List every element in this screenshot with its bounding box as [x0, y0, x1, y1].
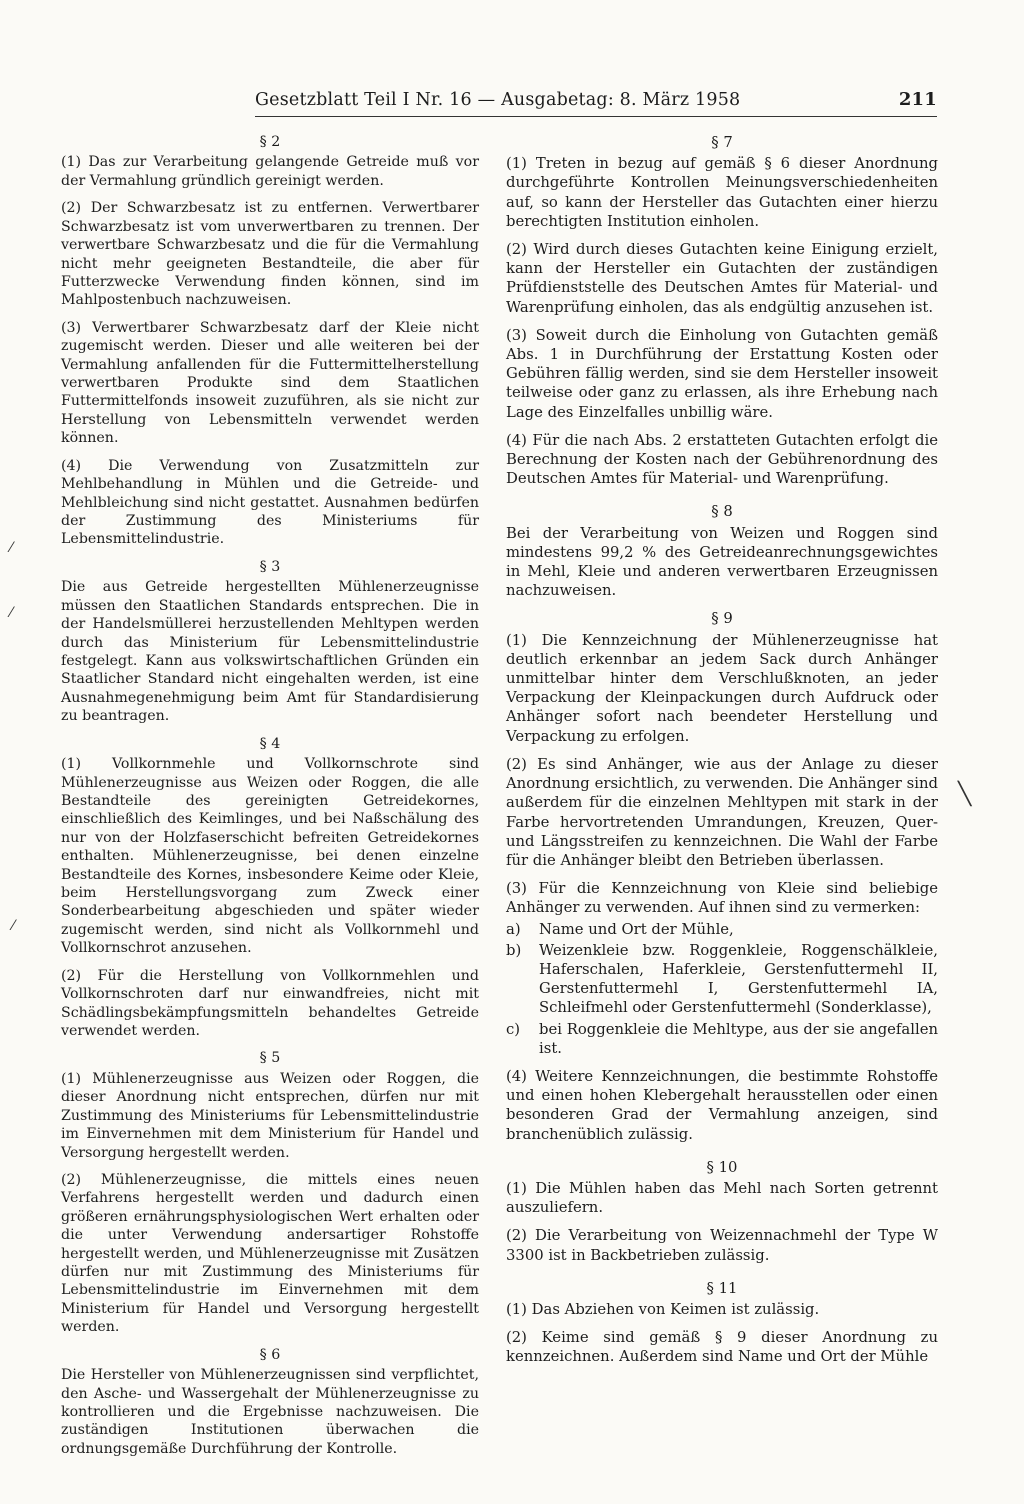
section-heading: § 11	[706, 1279, 738, 1297]
header-title: Gesetzblatt Teil I Nr. 16 — Ausgabetag: 8. März 1958	[255, 90, 741, 110]
margin-mark: ╲	[958, 782, 972, 807]
list-item	[506, 941, 938, 1018]
list-item-text: bei Roggenkleie die Mehltype, aus der sie angefallen ist.	[539, 1020, 938, 1057]
paragraph: (1) Die Mühlen haben das Mehl nach Sorten getrennt auszuliefern.	[506, 1179, 938, 1217]
section-heading: § 6	[259, 1346, 281, 1363]
paragraph: (2) Die Verarbeitung von Weizennachmehl der Type W 3300 ist in Backbetrieben zulässig.	[506, 1227, 938, 1264]
paragraph: (4) Die Verwendung von Zusatzmitteln zur Mehlbehandlung in Mühlen und die Getreide- und Mehlbleichung sind nicht gestattet. Ausnahmen bedürfen der Zustimmung des Ministeriums für Lebensmittelindustrie.	[61, 457, 479, 548]
paragraph: Bei der Verarbeitung von Weizen und Roggen sind mindestens 99,2 % des Getreideanrechnungsgewichtes in Mehl, Kleie und anderen verwertbaren Erzeugnissen nachzuweisen.	[506, 524, 938, 600]
page-number: 211	[898, 89, 937, 110]
paragraph: (2) Der Schwarzbesatz ist zu entfernen. Verwertbarer Schwarzbesatz ist vom unverwertbaren zu trennen. Der verwertbare Schwarzbesatz und die für die Vermahlung nicht mehr geeigneten Bestandteile, die aber für Futterzwecke Verwendung finden können, sind im Mahlpostenbuch nachzuweisen.	[61, 200, 479, 309]
paragraph: (2) Keime sind gemäß § 9 dieser Anordnung zu kennzeichnen. Außerdem sind Name und Ort der Mühle	[506, 1329, 938, 1366]
paragraph: (1) Die Kennzeichnung der Mühlenerzeugnisse hat deutlich erkennbar an jedem Sack durch Anhänger unmittelbar hinter dem Verschlußknoten, an jeder Verpackung der Kleinpackungen durch Aufdruck oder Anhänger sofort nach beendeter Herstellung und Verpackung zu erfolgen.	[506, 631, 938, 745]
list-item-label: c)	[506, 1020, 521, 1038]
margin-mark: ⁄	[12, 918, 15, 934]
list-item	[506, 1020, 938, 1058]
margin-mark: ⁄	[10, 605, 13, 621]
section-heading: § 4	[259, 735, 281, 752]
list-item-label: b)	[506, 941, 522, 959]
paragraph: (2) Es sind Anhänger, wie aus der Anlage zu dieser Anordnung ersichtlich, zu verwenden. Die Anhänger sind außerdem für die einzelnen Mehltypen mit stark in der Farbe hervortretenden Umrandungen, Kreuzen, Quer- und Längsstreifen zu kennzeichnen. Die Wahl der Farbe für die Anhänger bleibt den Betrieben überlassen.	[506, 755, 938, 869]
margin-mark: ⁄	[10, 540, 13, 556]
paragraph: (1) Treten in bezug auf gemäß § 6 dieser Anordnung durchgeführte Kontrollen Meinungsverschiedenheiten auf, so kann der Hersteller das Gutachten einer hierzu berechtigten Institution einholen.	[506, 155, 938, 230]
paragraph: (1) Vollkornmehle und Vollkornschrote sind Mühlenerzeugnisse aus Weizen oder Roggen, die alle Bestandteile des gereinigten Getreidekornes, einschließlich des Keimlinges, und bei Naßschälung des nur von der Holzfaserschicht befreiten Getreidekornes enthalten. Mühlenerzeugnisse, bei denen einzelne Bestandteile des Kornes, insbesondere Keime oder Kleie, beim Herstellungsvorgang zum Zweck einer Sonderbearbeitung abgeschieden und später wieder zugemischt werden, sind nicht als Vollkornmehl und Vollkornschrot anzusehen.	[61, 756, 479, 957]
paragraph: (1) Das zur Verarbeitung gelangende Getreide muß vor der Vermahlung gründlich gereinigt werden.	[61, 154, 479, 189]
paragraph: (3) Verwertbarer Schwarzbesatz darf der Kleie nicht zugemischt werden. Dieser und alle weiteren bei der Vermahlung anfallenden für die Futtermittelherstellung verwertbaren Produkte sind dem Staatlichen Futtermittelfonds insoweit zuzuführen, als sie nicht zur Herstellung von Lebensmitteln verwendet werden können.	[61, 319, 479, 447]
section-heading: § 2	[259, 134, 281, 150]
paragraph: (3) Soweit durch die Einholung von Gutachten gemäß Abs. 1 in Durchführung der Erstattung Kosten oder Gebühren fällig werden, sind sie dem Hersteller insoweit teilweise oder ganz zu erlassen, als ihre Erhebung nach Lage des Einzelfalles unbillig wäre.	[506, 326, 938, 421]
left-column	[61, 133, 479, 1467]
list-item	[506, 920, 938, 939]
section-heading: § 9	[711, 610, 733, 628]
paragraph: (2) Mühlenerzeugnisse, die mittels eines neuen Verfahrens hergestellt werden und dadurch einen größeren ernährungsphysiologischen Wert erhalten oder die unter Verwendung andersartiger Rohstoffe hergestellt werden, und Mühlenerzeugnisse mit Zusätzen dürfen nur mit Zustimmung des Ministeriums für Lebensmittelindustrie im Einvernehmen mit dem Ministerium für Handel und Versorgung hergestellt werden.	[61, 1171, 479, 1336]
paragraph: (2) Für die Herstellung von Vollkornmehlen und Vollkornschroten darf nur einwandfreies, nicht mit Schädlingsbekämpfungsmitteln behandeltes Getreide verwendet werden.	[61, 967, 479, 1039]
list-item-text: Name und Ort der Mühle,	[539, 920, 734, 938]
section-heading: § 5	[259, 1050, 281, 1067]
section-heading: § 7	[711, 134, 733, 151]
list-item-label: a)	[506, 920, 521, 938]
section-heading: § 8	[711, 503, 733, 521]
page-header	[255, 88, 937, 117]
paragraph: (1) Mühlenerzeugnisse aus Weizen oder Roggen, die dieser Anordnung nicht entsprechen, dürfen nur mit Zustimmung des Ministeriums für Lebensmittelindustrie im Einvernehmen mit dem Ministerium für Handel und Versorgung hergestellt werden.	[61, 1070, 479, 1161]
right-column	[506, 133, 938, 1376]
section-heading: § 10	[706, 1158, 738, 1176]
list-item-text: Weizenkleie bzw. Roggenkleie, Roggenschälkleie, Haferschalen, Haferkleie, Gerstenfuttermehl II, Gerstenfuttermehl I, Gerstenfuttermehl IA, Schleifmehl oder Gerstenfuttermehl (Sonderklasse),	[539, 941, 938, 1017]
paragraph: (4) Für die nach Abs. 2 erstatteten Gutachten erfolgt die Berechnung der Kosten nach der Gebührenordnung des Deutschen Amtes für Material- und Warenprüfung.	[506, 431, 938, 488]
paragraph: Die Hersteller von Mühlenerzeugnissen sind verpflichtet, den Asche- und Wassergehalt der Mühlenerzeugnisse zu kontrollieren und die Ergebnisse nachzuweisen. Die zuständigen Institutionen überwachen die ordnungsgemäße Durchführung der Kontrolle.	[61, 1367, 479, 1457]
paragraph: (4) Weitere Kennzeichnungen, die bestimmte Rohstoffe und einen hohen Klebergehalt herausstellen oder einen besonderen Grad der Vermahlung anzeigen, sind branchenüblich zulässig.	[506, 1067, 938, 1143]
paragraph: (1) Das Abziehen von Keimen ist zulässig.	[506, 1300, 820, 1318]
paragraph: (3) Für die Kennzeichnung von Kleie sind beliebige Anhänger zu verwenden. Auf ihnen sind zu vermerken:	[506, 880, 938, 917]
section-heading: § 3	[259, 558, 281, 575]
paragraph: (2) Wird durch dieses Gutachten keine Einigung erzielt, kann der Hersteller ein Gutachten der zuständigen Prüfdienststelle des Deutschen Amtes für Material- und Warenprüfung einholen, das als endgültig anzusehen ist.	[506, 241, 938, 316]
paragraph: Die aus Getreide hergestellten Mühlenerzeugnisse müssen den Staatlichen Standards entsprechen. Die in der Handelsmüllerei herzustellenden Mehltypen werden durch das Ministerium für Lebensmittelindustrie festgelegt. Kann aus volkswirtschaftlichen Gründen ein Staatlicher Standard nicht eingehalten werden, ist eine Ausnahmegenehmigung beim Amt für Standardisierung zu beantragen.	[61, 579, 479, 725]
